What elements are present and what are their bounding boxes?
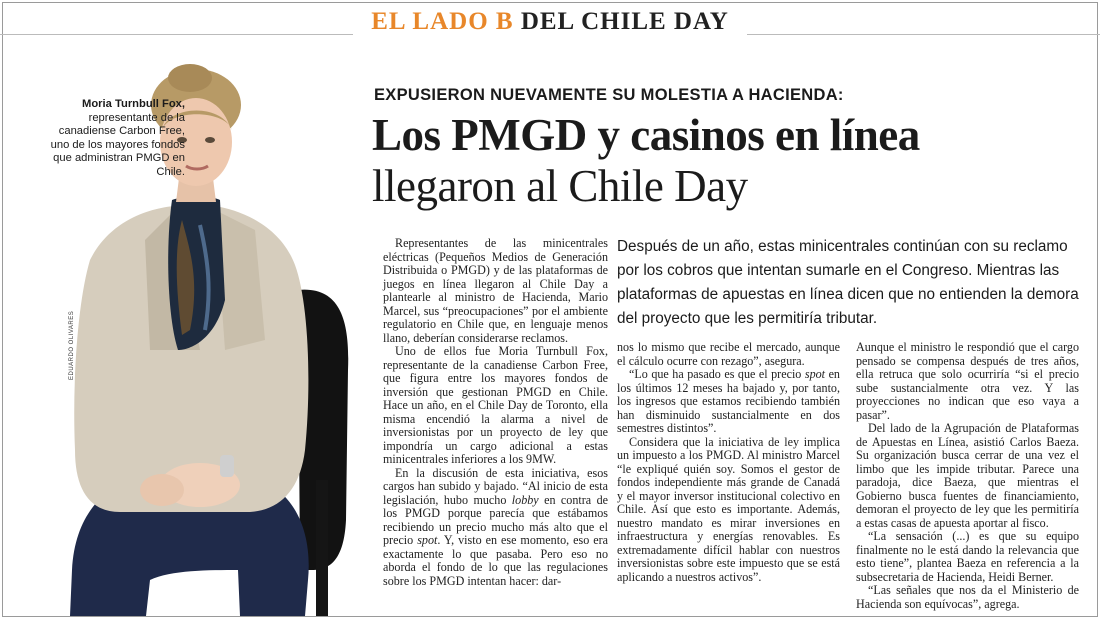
photo-credit: EDUARDO OLIVARES [69, 310, 75, 380]
caption-text: representante de la canadiense Carbon Free, uno de los mayores fondos que administran PMGD en Chile. [50, 111, 185, 178]
paragraph [383, 467, 608, 589]
paragraph [617, 368, 840, 436]
headline-line-1: Los PMGD y casinos en línea [372, 110, 920, 160]
lead-paragraph: Después de un año, estas minicentrales continúan con su reclamo por los cobros que intentan sumarle en el Congreso. Mientras las plataformas de apuestas en línea dicen que no entienden la demora del proyecto que les permitiría tributar. [617, 238, 1079, 327]
section-title-rest: DEL CHILE DAY [520, 8, 729, 35]
paragraph: “Las señales que nos da el Ministerio de Hacienda son equívocas”, agrega. [856, 583, 1079, 611]
italic-word: lobby [511, 492, 539, 507]
text-run: En la discusión de esta iniciativa, esos cargos han subido y bajado. “Al inicio de esta legislación, hubo mucho [383, 465, 608, 507]
text-run: en contra de los PMGD porque parecía que estábamos recibiendo un precio mucho más alto que el precio [383, 492, 608, 547]
italic-word: spot [804, 367, 826, 381]
article-column-3 [856, 341, 1079, 611]
article-column-1 [383, 237, 608, 588]
section-title [353, 8, 747, 36]
text-run: . Y, visto en ese momento, eso era exactamente lo que pasaba. Pero eso no aborda el fondo de lo que las regulaciones sobre los PMGD intentan hacer: dar- [383, 533, 608, 588]
text-run: “Lo que ha pasado es que el precio [629, 367, 805, 381]
article-column-2 [617, 341, 840, 584]
paragraph: Aunque el ministro le respondió que el cargo pensado se compensa después de tres años, ella retruca que solo ocurriría “si el precio sube sustancialmente otra vez. Y las proyecciones no indican que eso vaya a pasar”. [856, 340, 1079, 422]
paragraph: Representantes de las minicentrales eléctricas (Pequeños Medios de Generación Distribuida o PMGD) y de las plataformas de juegos en línea llegaron al Chile Day a plantearle al ministro de Hacienda, Mario Marcel, sus “preocupaciones” por el ambiente regulatorio en Chile que, en lenguaje menos llano, deberían considerarse reclamos. [383, 236, 608, 345]
headline [372, 110, 1092, 212]
paragraph: Considera que la iniciativa de ley implica un impuesto a los PMGD. Al ministro Marcel “le expliqué quién soy. Somos el gestor de fondos independiente más grande de Canadá y el mayor inversor institucional colectivo en Chile. Así que esto es importante. Además, nuestro mandato es mirar inversiones en infraestructura y energías renovables. Es extremadamente difícil hablar con nuestros inversionistas sobre este impuesto que se está aplicando a nuestros activos”. [617, 434, 840, 584]
italic-word: spot [417, 533, 438, 547]
section-title-accent: EL LADO B [371, 8, 514, 35]
paragraph: “La sensación (...) es que su equipo finalmente no le está dando la relevancia que esto tiene”, plantea Baeza en referencia a la subsecretaria de Hacienda, Heidi Berner. [856, 529, 1079, 584]
paragraph: Del lado de la Agrupación de Plataformas de Apuestas en Línea, asistió Carlos Baeza. Su organización busca cerrar de una vez el limbo que les impide tributar. Parece una paradoja, dice Baeza, que mientras el Gobierno busca fuentes de financiamiento, demoran el proyecto de ley que les permitiría a estas casas de apuesta aportar al fisco. [856, 421, 1079, 530]
kicker: EXPUSIERON NUEVAMENTE SU MOLESTIA A HACIENDA: [374, 86, 844, 104]
paragraph: nos lo mismo que recibe el mercado, aunque el cálculo ocurre con rezago”, asegura. [617, 340, 840, 368]
section-header [0, 8, 1100, 36]
headline-line-2: llegaron al Chile Day [372, 161, 748, 211]
paragraph: Uno de ellos fue Moria Turnbull Fox, representante de la canadiense Carbon Free, que figura entre los mayores fondos de inversión que gestionan PMGD en Chile. Hace un año, en el Chile Day de Toronto, ella misma encendió la alarma a nivel de inversionistas por un proyecto de ley que impondría un cargo adicional a estas minicentrales inferiores a los 9MW. [383, 344, 608, 466]
photo-caption [45, 98, 185, 180]
caption-name: Moria Turnbull Fox, [82, 98, 185, 110]
text-run: en los últimos 12 meses ha bajado y, por tanto, los ingresos que estamos recibiendo también han disminuido sustancialmente en dos semestres distintos”. [617, 367, 840, 435]
